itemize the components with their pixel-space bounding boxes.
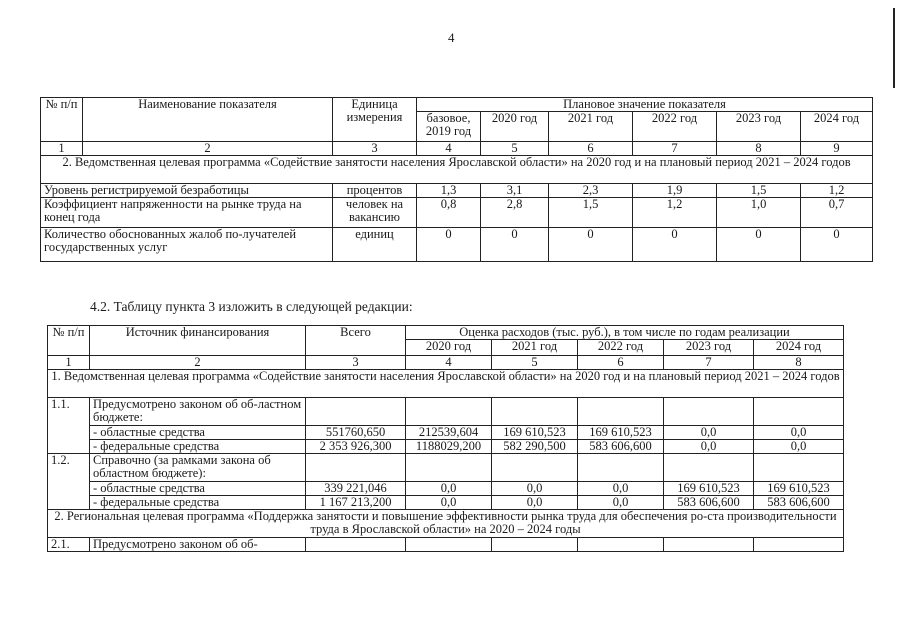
col-num: 5 xyxy=(492,356,578,370)
indicator-name: Коэффициент напряженности на рынке труда на конец года xyxy=(41,198,333,228)
total-cell: 339 221,046 xyxy=(306,482,406,496)
value-cell: 3,1 xyxy=(481,184,549,198)
value-cell: 0 xyxy=(417,228,481,262)
header-year: 2024 год xyxy=(801,112,873,142)
col-num: 7 xyxy=(664,356,754,370)
value-cell: 1,3 xyxy=(417,184,481,198)
col-num: 3 xyxy=(333,142,417,156)
header-num: № п/п xyxy=(41,98,83,142)
value-cell: 583 606,600 xyxy=(578,440,664,454)
value-cell: 169 610,523 xyxy=(492,426,578,440)
header-name: Наименование показателя xyxy=(83,98,333,142)
header-year: 2023 год xyxy=(717,112,801,142)
value-cell: 0 xyxy=(633,228,717,262)
total-cell: 1 167 213,200 xyxy=(306,496,406,510)
col-num: 1 xyxy=(41,142,83,156)
value-cell: 169 610,523 xyxy=(754,482,844,496)
header-unit: Единица измерения xyxy=(333,98,417,142)
section-title: 2. Региональная целевая программа «Поддержка занятости и повышение эффективности рынка труда для обеспечения ро-ста производительности труда в Ярославской области» на 2020 – 2024 годы xyxy=(48,510,844,538)
value-cell: 0,0 xyxy=(664,440,754,454)
section-title: 2. Ведомственная целевая программа «Содействие занятости населения Ярославской области» на 2020 год и на плановый период 2021 – 2024 годов xyxy=(41,156,873,184)
group-title: Предусмотрено законом об об-ластном бюджете: xyxy=(90,398,306,426)
value-cell: 1,9 xyxy=(633,184,717,198)
value-cell: 1,0 xyxy=(717,198,801,228)
value-cell: 0 xyxy=(549,228,633,262)
value-cell: 0,0 xyxy=(754,440,844,454)
instruction-paragraph: 4.2. Таблицу пункта 3 изложить в следующей редакции: xyxy=(90,299,413,314)
header-year: 2022 год xyxy=(633,112,717,142)
header-year: 2021 год xyxy=(549,112,633,142)
header-plan: Плановое значение показателя xyxy=(417,98,873,112)
section-title: 1. Ведомственная целевая программа «Содействие занятости населения Ярославской области» на 2020 год и на плановый период 2021 – 2024 годов xyxy=(48,370,844,398)
source-label: - областные средства xyxy=(90,482,306,496)
indicators-table xyxy=(40,97,873,262)
value-cell: 0,0 xyxy=(754,426,844,440)
value-cell: 583 606,600 xyxy=(664,496,754,510)
row-number: 1.1. xyxy=(48,398,90,454)
col-num: 7 xyxy=(633,142,717,156)
value-cell: 0 xyxy=(801,228,873,262)
financing-table xyxy=(47,325,844,552)
value-cell: 0,7 xyxy=(801,198,873,228)
group-title: Справочно (за рамками закона об областном бюджете): xyxy=(90,454,306,482)
value-cell: 2,3 xyxy=(549,184,633,198)
col-num: 4 xyxy=(406,356,492,370)
col-num: 3 xyxy=(306,356,406,370)
value-cell: 0,0 xyxy=(664,426,754,440)
value-cell: 212539,604 xyxy=(406,426,492,440)
value-cell: 2,8 xyxy=(481,198,549,228)
value-cell: 1,5 xyxy=(717,184,801,198)
col-num: 1 xyxy=(48,356,90,370)
value-cell: 583 606,600 xyxy=(754,496,844,510)
col-num: 6 xyxy=(549,142,633,156)
value-cell: 0,8 xyxy=(417,198,481,228)
value-cell: 1,2 xyxy=(633,198,717,228)
total-cell: 2 353 926,300 xyxy=(306,440,406,454)
source-label: - федеральные средства xyxy=(90,496,306,510)
source-label: - областные средства xyxy=(90,426,306,440)
row-number: 1.2. xyxy=(48,454,90,510)
page-edge-line xyxy=(893,8,895,88)
value-cell: 1,5 xyxy=(549,198,633,228)
header-year: 2023 год xyxy=(664,340,754,356)
indicator-unit: единиц xyxy=(333,228,417,262)
header-num: № п/п xyxy=(48,326,90,356)
col-num: 8 xyxy=(754,356,844,370)
indicator-unit: человек на вакансию xyxy=(333,198,417,228)
source-label: - федеральные средства xyxy=(90,440,306,454)
header-year: 2020 год xyxy=(406,340,492,356)
total-cell: 551760,650 xyxy=(306,426,406,440)
page-number: 4 xyxy=(448,30,455,45)
value-cell: 0,0 xyxy=(406,496,492,510)
value-cell: 0,0 xyxy=(492,496,578,510)
col-num: 6 xyxy=(578,356,664,370)
col-num: 9 xyxy=(801,142,873,156)
value-cell: 0,0 xyxy=(578,496,664,510)
row-number: 2.1. xyxy=(48,538,90,552)
col-num: 5 xyxy=(481,142,549,156)
value-cell: 0 xyxy=(717,228,801,262)
value-cell: 169 610,523 xyxy=(664,482,754,496)
indicator-name: Уровень регистрируемой безработицы xyxy=(41,184,333,198)
value-cell: 1,2 xyxy=(801,184,873,198)
header-year: 2021 год xyxy=(492,340,578,356)
value-cell: 169 610,523 xyxy=(578,426,664,440)
group-title: Предусмотрено законом об об- xyxy=(90,538,306,552)
indicator-name: Количество обоснованных жалоб по-лучателей государственных услуг xyxy=(41,228,333,262)
col-num: 2 xyxy=(83,142,333,156)
value-cell: 582 290,500 xyxy=(492,440,578,454)
header-year: 2024 год xyxy=(754,340,844,356)
col-num: 8 xyxy=(717,142,801,156)
value-cell: 0,0 xyxy=(406,482,492,496)
header-year: 2022 год xyxy=(578,340,664,356)
value-cell: 1188029,200 xyxy=(406,440,492,454)
indicator-unit: процентов xyxy=(333,184,417,198)
col-num: 2 xyxy=(90,356,306,370)
value-cell: 0,0 xyxy=(578,482,664,496)
value-cell: 0 xyxy=(481,228,549,262)
header-source: Источник финансирования xyxy=(90,326,306,356)
header-estimate: Оценка расходов (тыс. руб.), в том числе по годам реализации xyxy=(406,326,844,340)
header-total: Всего xyxy=(306,326,406,356)
col-num: 4 xyxy=(417,142,481,156)
header-year: 2020 год xyxy=(481,112,549,142)
header-year: базовое, 2019 год xyxy=(417,112,481,142)
value-cell: 0,0 xyxy=(492,482,578,496)
